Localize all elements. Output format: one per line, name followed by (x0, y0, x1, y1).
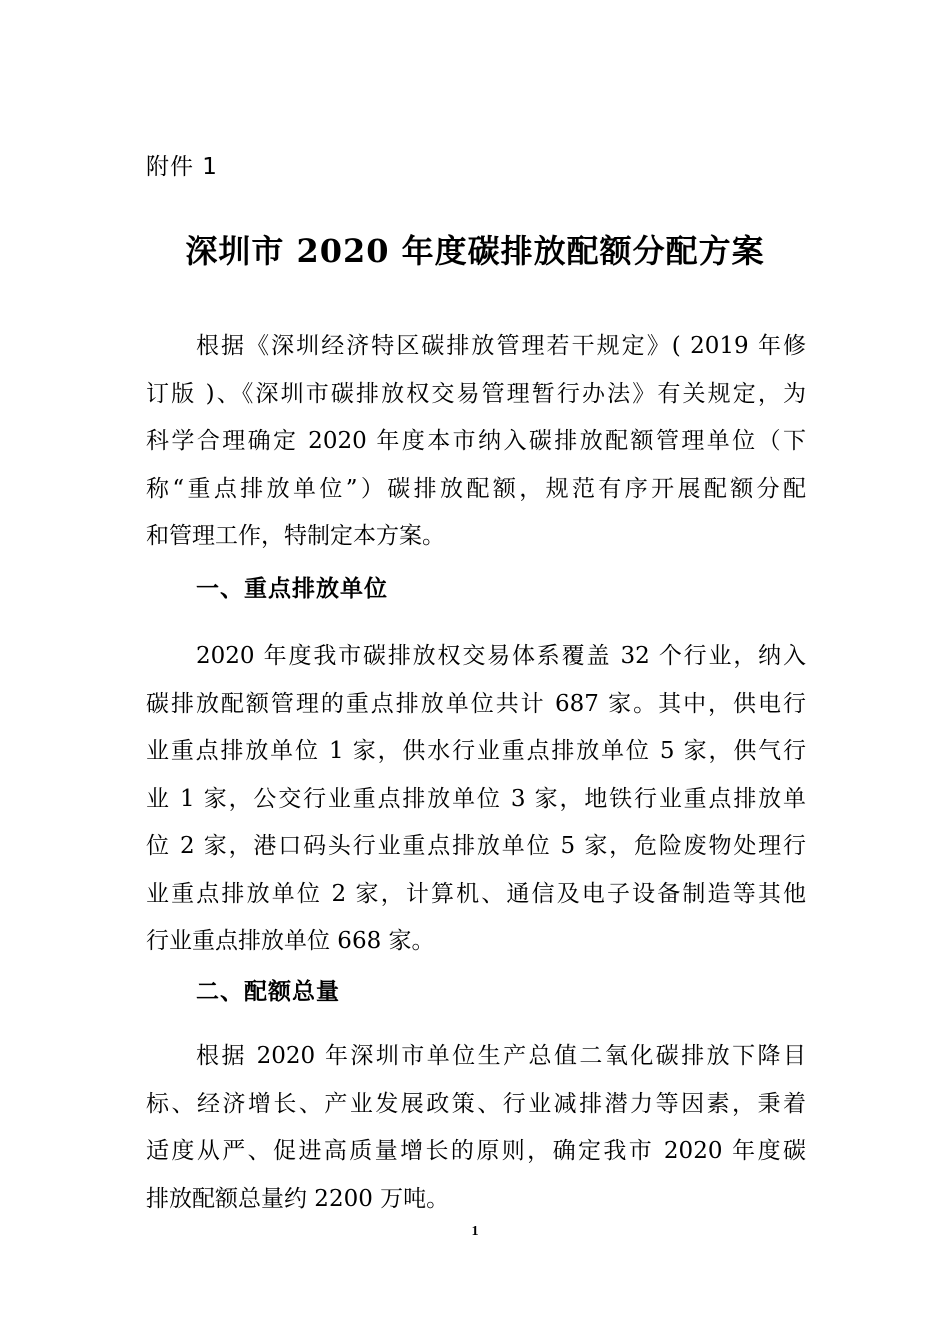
section2-paragraph (146, 1033, 806, 1223)
section1-line: 2020 年度我市碳排放权交易体系覆盖 32 个行业，纳入 (196, 643, 806, 669)
section1-paragraph (146, 633, 806, 966)
attachment-label: 附件 1 (146, 154, 218, 180)
intro-line: 称“重点排放单位”）碳排放配额，规范有序开展配额分配 (146, 475, 806, 502)
intro-paragraph (146, 323, 806, 561)
section2-line: 适度从严、促进高质量增长的原则，确定我市 2020 年度碳 (146, 1138, 806, 1164)
intro-line: 和管理工作，特制定本方案。 (146, 523, 445, 549)
section2-line: 标、经济增长、产业发展政策、行业减排潜力等因素，秉着 (146, 1090, 806, 1117)
intro-line: 根据《深圳经济特区碳排放管理若干规定》( 2019 年修 (196, 333, 806, 359)
section2-line: 排放配额总量约 2200 万吨。 (146, 1185, 450, 1212)
section1-line: 碳排放配额管理的重点排放单位共计 687 家。其中，供电行 (146, 690, 806, 717)
section1-line: 位 2 家，港口码头行业重点排放单位 5 家，危险废物处理行 (146, 833, 806, 859)
section1-line: 业 1 家，公交行业重点排放单位 3 家，地铁行业重点排放单 (146, 785, 806, 812)
intro-line: 订版 )、《深圳市碳排放权交易管理暂行办法》有关规定，为 (146, 380, 806, 407)
page-number: 1 (471, 1224, 479, 1239)
section-heading-key-units: 一、重点排放单位 (196, 576, 388, 602)
intro-line: 科学合理确定 2020 年度本市纳入碳排放配额管理单位（下 (146, 428, 806, 454)
section-heading-quota-total: 二、配额总量 (196, 979, 340, 1005)
section1-line: 业重点排放单位 1 家，供水行业重点排放单位 5 家，供气行 (146, 738, 806, 764)
section2-line: 根据 2020 年深圳市单位生产总值二氧化碳排放下降目 (196, 1043, 806, 1069)
document-title: 深圳市 2020 年度碳排放配额分配方案 (185, 232, 765, 270)
section1-line: 行业重点排放单位 668 家。 (146, 928, 435, 954)
section1-line: 业重点排放单位 2 家，计算机、通信及电子设备制造等其他 (146, 880, 806, 907)
